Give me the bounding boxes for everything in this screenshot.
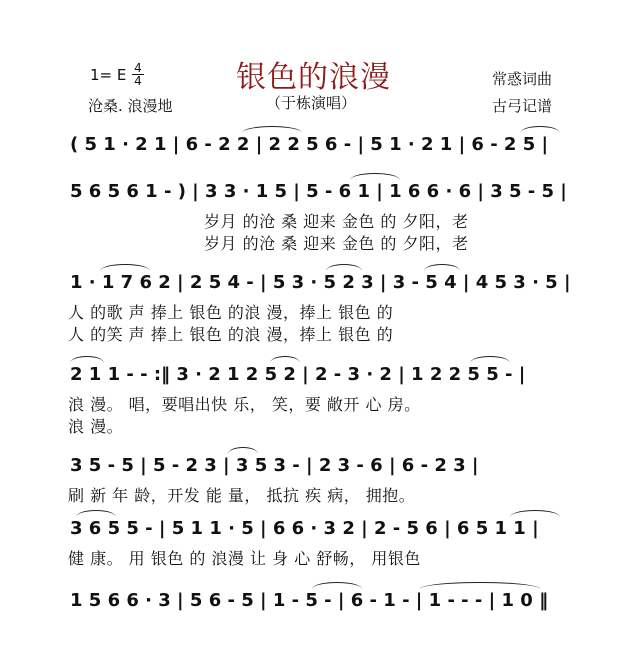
score-line-3-notes: 1 · 1 7 6 2 | 2 5 4 - | 5 3 · 5 2 3 | 3 - 5 4 | 4 5 3 · 5 | xyxy=(70,272,571,293)
score-line-3-lyric-2: 人 的笑 声 捧上 银色 的浪 漫，捧上 银色 的 xyxy=(68,325,394,344)
time-signature-bottom: 4 xyxy=(132,74,144,87)
slur-mark xyxy=(420,582,540,589)
score-line-7-notes: 1 5 6 6 · 3 | 5 6 - 5 | 1 - 5 - | 6 - 1 - | 1 - - - | 1 0 ‖ xyxy=(70,590,549,611)
key-signature: 1= E xyxy=(90,66,127,84)
performance-style: 沧桑. 浪漫地 xyxy=(88,97,173,115)
slur-mark xyxy=(510,510,560,517)
singer-credit: （于栋演唱） xyxy=(266,94,357,112)
lyricist-credit: 常惑词曲 xyxy=(492,70,553,88)
score-line-2-lyric-2: 岁月 的沧 桑 迎来 金色 的 夕阳，老 xyxy=(204,234,469,253)
slur-mark xyxy=(100,264,150,271)
score-line-4-lyric-2: 浪 漫。 xyxy=(68,417,124,436)
slur-mark xyxy=(270,356,300,363)
slur-mark xyxy=(424,264,460,271)
score-line-5-notes: 3 5 - 5 | 5 - 2 3 | 3 5 3 - | 2 3 - 6 | 6 - 2 3 | xyxy=(70,455,479,476)
slur-mark xyxy=(312,582,362,589)
score-line-4-lyric-1: 浪 漫。 唱，要唱出快 乐， 笑，要 敞开 心 房。 xyxy=(68,395,421,414)
time-signature-top: 4 xyxy=(134,61,142,75)
slur-mark xyxy=(242,126,302,133)
score-line-2-lyric-1: 岁月 的沧 桑 迎来 金色 的 夕阳，老 xyxy=(204,212,469,231)
score-line-2-notes: 5 6 5 6 1 - ) | 3 3 · 1 5 | 5 - 6 1 | 1 6 6 · 6 | 3 5 - 5 | xyxy=(70,181,567,202)
slur-mark xyxy=(470,356,510,363)
slur-mark xyxy=(326,264,362,271)
arranger-credit: 古弓记谱 xyxy=(492,97,553,115)
slur-mark xyxy=(76,510,116,517)
score-line-5-lyric-1: 刷 新 年 龄，开发 能 量， 抵抗 疾 病， 拥抱。 xyxy=(68,486,416,505)
score-line-3-lyric-1: 人 的歌 声 捧上 银色 的浪 漫，捧上 银色 的 xyxy=(68,303,394,322)
slur-mark xyxy=(228,447,258,454)
slur-mark xyxy=(70,356,104,363)
score-line-1-notes: ( 5 1 · 2 1 | 6 - 2 2 | 2 2 5 6 - | 5 1 · 2 1 | 6 - 2 5 | xyxy=(70,134,549,155)
time-signature xyxy=(132,62,144,87)
slur-mark xyxy=(520,126,560,133)
score-line-6-lyric-1: 健 康。 用 银色 的 浪漫 让 身 心 舒畅， 用银色 xyxy=(68,549,421,568)
song-title: 银色的浪漫 xyxy=(236,60,391,95)
score-line-4-notes: 2 1 1 - - :‖ 3 · 2 1 2 5 2 | 2 - 3 · 2 | 1 2 2 5 5 - | xyxy=(70,364,526,385)
score-line-6-notes: 3 6 5 5 - | 5 1 1 · 5 | 6 6 · 3 2 | 2 - 5 6 | 6 5 1 1 | xyxy=(70,518,539,539)
slur-mark xyxy=(350,173,400,180)
